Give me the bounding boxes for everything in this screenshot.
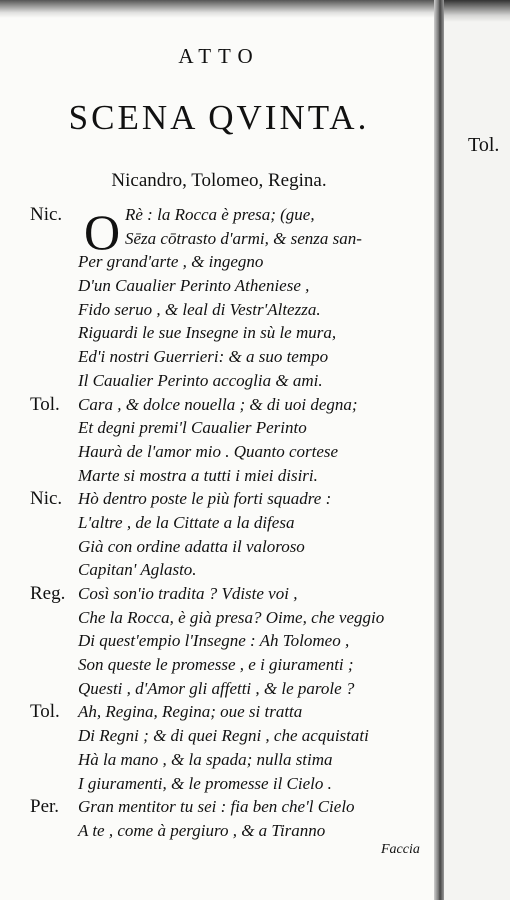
verse-line	[0, 606, 438, 630]
facing-page-shadow	[444, 0, 510, 22]
verse-text: Hà la mano , & la spada; nulla stima	[78, 749, 333, 769]
catchword: Faccia	[381, 842, 420, 857]
verse-line	[0, 724, 438, 748]
verse-line	[0, 227, 438, 251]
act-heading: ATTO	[178, 44, 260, 68]
verse-line	[0, 772, 438, 796]
verse-line	[0, 487, 438, 511]
verse-text: Che la Rocca, è già presa? Oime, che veggio	[78, 607, 385, 627]
verse-text: Questi , d'Amor gli affetti , & le parole ?	[78, 678, 355, 698]
verse-line	[0, 393, 438, 417]
verse-text: Marte si mostra a tutti i miei disiri.	[78, 465, 318, 485]
verse-text: Hò dentro poste le più forti squadre :	[78, 489, 332, 509]
verse-text: A te , come à pergiuro , & a Tiranno	[78, 820, 326, 840]
verse-line	[0, 345, 438, 369]
verse-text: Rè : la Rocca è presa; (gue,	[125, 205, 315, 224]
verse-line	[0, 819, 438, 843]
verse-line	[0, 629, 438, 653]
verse-line	[0, 298, 438, 322]
speaker-label: Tol.	[30, 393, 60, 415]
verse-line	[0, 464, 438, 488]
verse-text: Ed'i nostri Guerrieri: & a suo tempo	[78, 347, 329, 367]
verse-line	[0, 653, 438, 677]
verse-text: Capitan' Aglasto.	[78, 560, 197, 580]
verse-text: Son queste le promesse , e i giuramenti ;	[78, 655, 354, 675]
verse-line	[0, 558, 438, 582]
verse-line	[0, 700, 438, 724]
verse-text: Haurà de l'amor mio . Quanto cortese	[78, 441, 339, 461]
page-top-shadow	[0, 0, 438, 18]
verse-text: Cara , & dolce nouella ; & di uoi degna;	[78, 394, 358, 414]
verse-line	[0, 748, 438, 772]
drop-cap: O	[84, 204, 121, 260]
verse-line	[0, 677, 438, 701]
verse-line	[0, 440, 438, 464]
scene-heading: SCENA QVINTA.	[68, 98, 370, 137]
verse-line	[0, 795, 438, 819]
verse-text: Ah, Regina, Regina; oue si tratta	[78, 702, 303, 722]
verse-line	[0, 511, 438, 535]
facing-page-speaker: Tol.	[468, 134, 500, 156]
verse-text: I giuramenti, & le promesse il Cielo .	[78, 773, 332, 793]
verse-line	[0, 582, 438, 606]
speaker-label: Tol.	[30, 701, 60, 723]
verse-line	[0, 369, 438, 393]
verse-text: Sēza cōtrasto d'armi, & senza san-	[125, 228, 362, 248]
verse-line	[0, 274, 438, 298]
verse-line	[0, 321, 438, 345]
characters-line: Nicandro, Tolomeo, Regina.	[111, 170, 327, 191]
verse-block	[0, 203, 438, 843]
speaker-label: Nic.	[30, 204, 63, 225]
verse-text: Di Regni ; & di quei Regni , che acquistati	[78, 726, 369, 746]
verse-text: Di quest'empio l'Insegne : Ah Tolomeo ,	[78, 631, 350, 651]
verse-text: Per grand'arte , & ingegno	[78, 252, 264, 272]
verse-line	[0, 203, 438, 227]
verse-text: Così son'io tradita ? Vdiste voi ,	[78, 584, 298, 603]
verse-text: Gran mentitor tu sei : fia ben che'l Cielo	[78, 797, 355, 817]
speaker-label: Reg.	[30, 583, 66, 604]
verse-text: D'un Caualier Perinto Atheniese ,	[78, 276, 310, 296]
verse-line	[0, 250, 438, 274]
verse-text: L'altre , de la Cittate a la difesa	[78, 512, 295, 532]
speaker-label: Nic.	[30, 488, 63, 510]
verse-text: Et degni premi'l Caualier Perinto	[78, 418, 307, 438]
verse-text: Fido seruo , & leal di Vestr'Altezza.	[78, 299, 321, 319]
verse-text: Riguardi le sue Insegne in sù le mura,	[78, 323, 337, 343]
verse-text: Il Caualier Perinto accoglia & ami.	[78, 370, 323, 390]
verse-line	[0, 416, 438, 440]
verse-text: Già con ordine adatta il valoroso	[78, 536, 305, 556]
verse-line	[0, 535, 438, 559]
speaker-label: Per.	[30, 796, 60, 818]
